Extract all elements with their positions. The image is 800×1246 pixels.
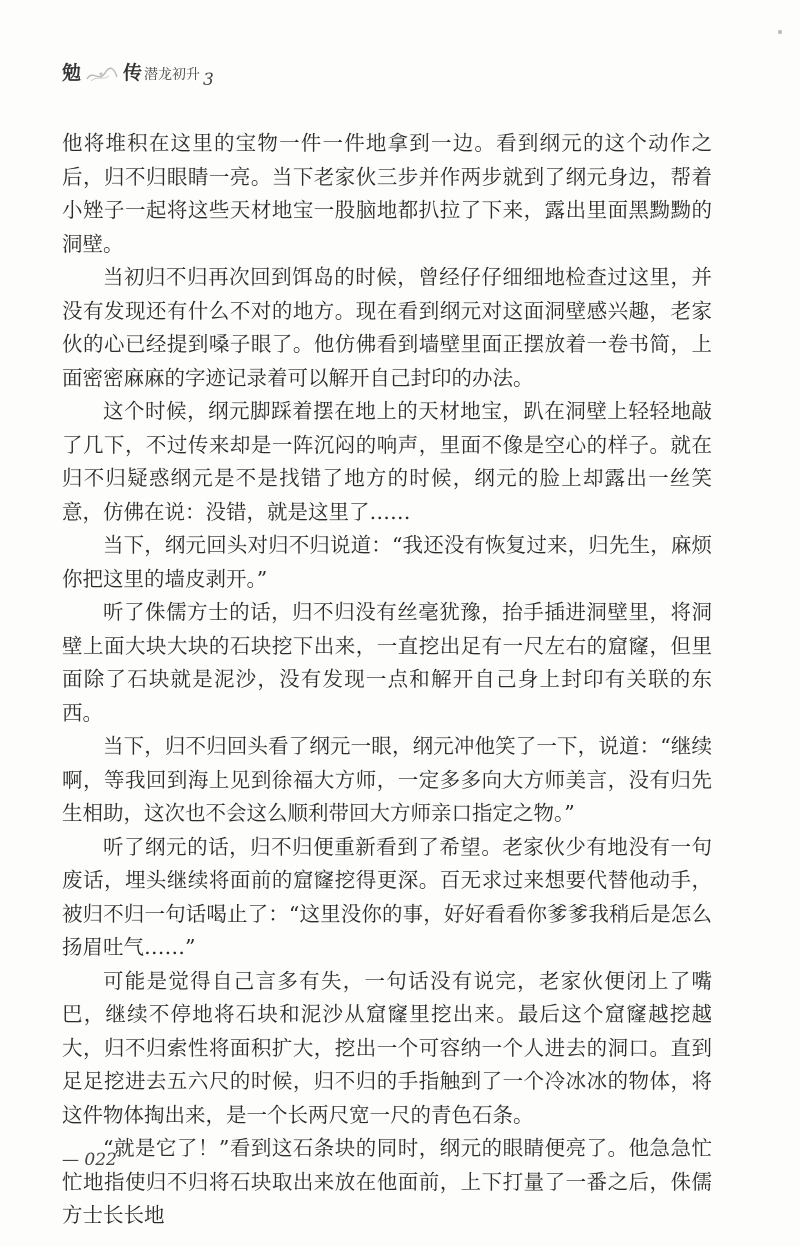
flourish-ornament-icon	[85, 65, 119, 85]
page-number: — 022	[62, 1150, 117, 1170]
paragraph: 当下，归不归回头看了纲元一眼，纲元冲他笑了一下，说道：“继续啊，等我回到海上见到徐福大方师，一定多多向大方师美言，没有归先生相助，这次也不会这么顺利带回大方师亲口指定之物。”	[62, 734, 712, 825]
header-volume-number: 3	[203, 70, 214, 90]
paragraph: 可能是觉得自己言多有失，一句话没有说完，老家伙便闭上了嘴巴，继续不停地将石块和泥沙从窟窿里挖出来。最后这个窟窿越挖越大，归不归索性将面积扩大，挖出一个可容纳一个人进去的洞口。直到足足挖进去五六尺的时候，归不归的手指触到了一个冷冰冰的物体，将这件物体掏出来，是一个长两尺宽一尺的青色石条。	[62, 968, 712, 1127]
paragraph: 当初归不归再次回到饵岛的时候，曾经仔仔细细地检查过这里，并没有发现还有什么不对的地方。现在看到纲元对这面洞壁感兴趣，老家伙的心已经提到嗓子眼了。他仿佛看到墙壁里面正摆放着一卷书简，上面密密麻麻的字迹记录着可以解开自己封印的办法。	[62, 265, 712, 390]
paragraph: 当下，纲元回头对归不归说道：“我还没有恢复过来，归先生，麻烦你把这里的墙皮剥开。”	[62, 533, 712, 591]
paragraph: 听了纲元的话，归不归便重新看到了希望。老家伙少有地没有一句废话，埋头继续将面前的窟窿挖得更深。百无求过来想要代替他动手，被归不归一句话喝止了：“这里没你的事，好好看看你爹爹我稍后是怎么扬眉吐气……”	[62, 834, 712, 959]
running-header	[62, 58, 214, 90]
body-text	[62, 127, 712, 1233]
header-title-char-2: 传	[123, 62, 143, 84]
header-title-char-1: 勉	[62, 62, 82, 84]
paragraph: “就是它了！”看到这石条块的同时，纲元的眼睛便亮了。他急急忙忙地指使归不归将石块取出来放在他面前，上下打量了一番之后，侏儒方士长长地	[62, 1136, 712, 1227]
header-subtitle: 潜龙初升	[144, 67, 201, 83]
paragraph: 他将堆积在这里的宝物一件一件地拿到一边。看到纲元的这个动作之后，归不归眼睛一亮。当下老家伙三步并作两步就到了纲元身边，帮着小矬子一起将这些天材地宝一股脑地都扒拉了下来，露出里面黑黝黝的洞壁。	[62, 131, 712, 256]
paragraph: 听了侏儒方士的话，归不归没有丝毫犹豫，抬手插进洞壁里，将洞壁上面大块大块的石块挖下出来，一直挖出足有一尺左右的窟窿，但里面除了石块就是泥沙，没有发现一点和解开自己身上封印有关联的东西。	[62, 600, 712, 725]
scan-speck	[778, 30, 782, 34]
paragraph: 这个时候，纲元脚踩着摆在地上的天材地宝，趴在洞壁上轻轻地敲了几下，不过传来却是一阵沉闷的响声，里面不像是空心的样子。就在归不归疑惑纲元是不是找错了地方的时候，纲元的脸上却露出一丝笑意，仿佛在说：没错，就是这里了……	[62, 399, 712, 524]
